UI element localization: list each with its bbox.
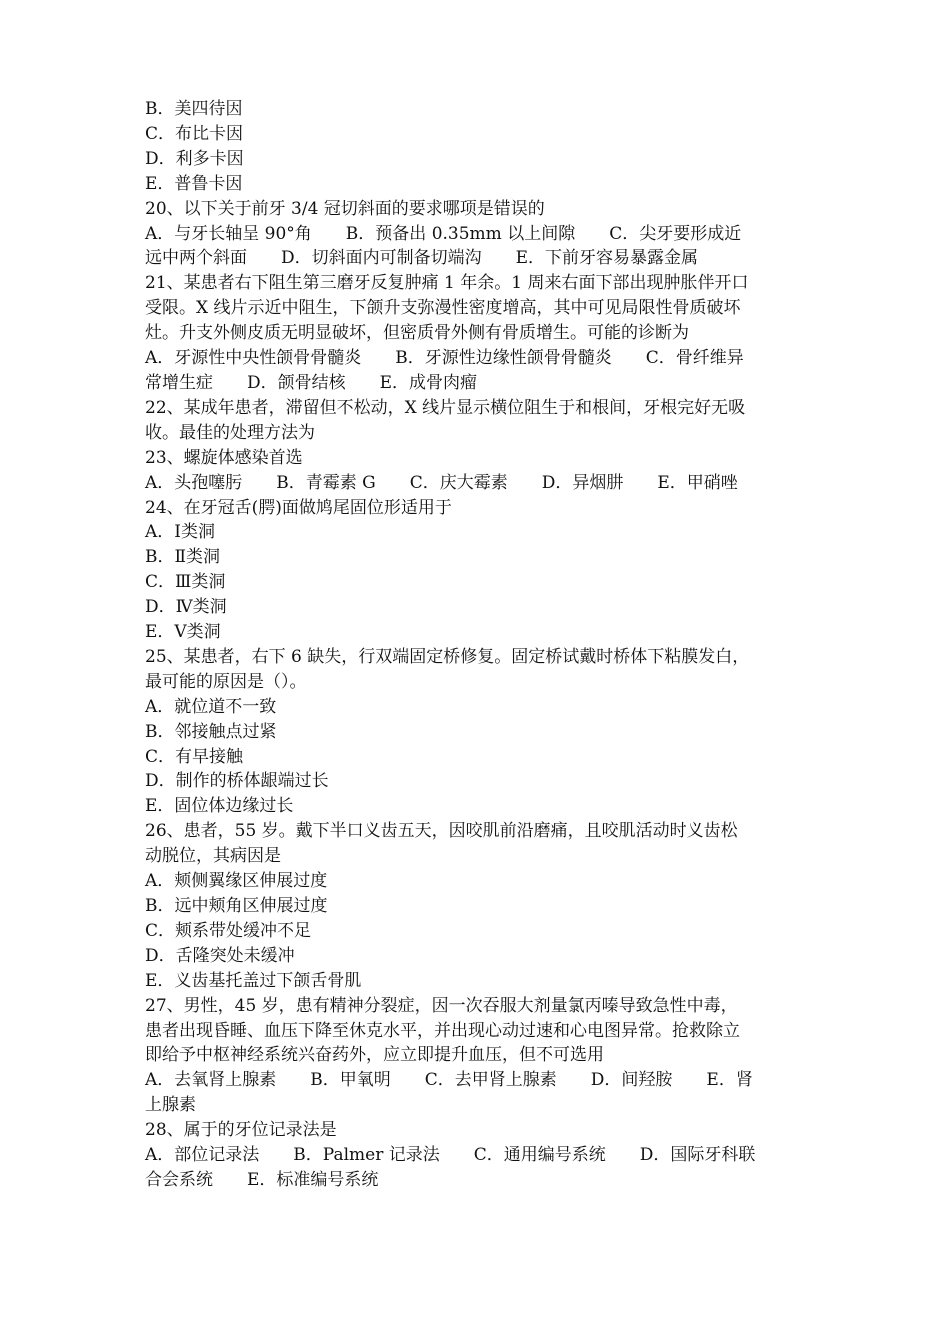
text-line: D．Ⅳ类洞: [145, 597, 227, 618]
question-23: 23、螺旋体感染首选: [145, 447, 303, 468]
text-line: A．就位道不一致: [145, 696, 277, 717]
text-line: B．Ⅱ类洞: [145, 547, 221, 568]
text-line: 灶。升支外侧皮质无明显破坏，但密质骨外侧有骨质增生。可能的诊断为: [145, 323, 689, 344]
text-line: 即给予中枢神经系统兴奋药外，应立即提升血压，但不可选用: [145, 1045, 604, 1066]
text-line: A．Ⅰ类洞: [145, 522, 215, 543]
text-line: E．义齿基托盖过下颌舌骨肌: [145, 970, 362, 991]
text-line: 远中两个斜面 D．切斜面内可制备切端沟 E．下前牙容易暴露金属: [145, 248, 699, 269]
text-line: 合会系统 E．标准编号系统: [145, 1169, 379, 1190]
text-line: A．去氧肾上腺素 B．甲氧明 C．去甲肾上腺素 D．间羟胺 E．肾: [145, 1070, 753, 1091]
text-line: E．Ⅴ类洞: [145, 622, 221, 643]
text-line: A．部位记录法 B．Palmer 记录法 C．通用编号系统 D．国际牙科联: [145, 1145, 756, 1166]
text-line: A．头孢噻肟 B．青霉素 G C．庆大霉素 D．异烟肼 E．甲硝唑: [145, 472, 738, 493]
text-line: D．制作的桥体龈端过长: [145, 771, 329, 792]
question-27: 27、男性，45 岁，患有精神分裂症，因一次吞服大剂量氯丙嗪导致急性中毒，: [145, 995, 738, 1016]
text-line: C．布比卡因: [145, 123, 244, 144]
text-line: 最可能的原因是（）。: [145, 671, 307, 692]
text-line: D．利多卡因: [145, 148, 244, 169]
text-line: B．邻接触点过紧: [145, 721, 277, 742]
question-24: 24、在牙冠舌(腭)面做鸠尾固位形适用于: [145, 497, 452, 518]
question-25: 25、某患者，右下 6 缺失，行双端固定桥修复。固定桥试戴时桥体下粘膜发白，: [145, 646, 750, 667]
text-line: C．颊系带处缓冲不足: [145, 920, 312, 941]
text-line: C．有早接触: [145, 746, 244, 767]
document-page: [145, 97, 810, 1193]
question-28: 28、属于的牙位记录法是: [145, 1120, 337, 1141]
text-line: 动脱位，其病因是: [145, 846, 281, 867]
text-line: 受限。X 线片示近中阻生，下颌升支弥漫性密度增高，其中可见局限性骨质破坏: [145, 298, 741, 319]
text-line: B．远中颊角区伸展过度: [145, 896, 328, 916]
text-line: A．牙源性中央性颌骨骨髓炎 B．牙源性边缘性颌骨骨髓炎 C．骨纤维异: [145, 348, 744, 369]
text-line: E．普鲁卡因: [145, 173, 243, 194]
question-22: 22、某成年患者，滞留但不松动，X 线片显示横位阻生于和根间，牙根完好无吸: [145, 397, 746, 418]
question-21: 21、某患者右下阻生第三磨牙反复肿痛 1 年余。1 周来右面下部出现肿胀伴开口: [145, 273, 749, 294]
text-line: 患者出现昏睡、血压下降至休克水平，并出现心动过速和心电图异常。抢救除立: [145, 1020, 740, 1041]
question-26: 26、患者，55 岁。戴下半口义齿五天，因咬肌前沿磨痛，且咬肌活动时义齿松: [145, 821, 738, 842]
question-20: 20、以下关于前牙 3/4 冠切斜面的要求哪项是错误的: [145, 198, 545, 219]
text-line: E．固位体边缘过长: [145, 796, 294, 817]
text-line: D．舌隆突处未缓冲: [145, 945, 295, 966]
text-line: 收。最佳的处理方法为: [145, 422, 315, 443]
text-line: C．Ⅲ类洞: [145, 572, 226, 593]
text-line: A．与牙长轴呈 90°角 B．预备出 0.35mm 以上间隙 C．尖牙要形成近: [145, 223, 742, 244]
text-line: 常增生症 D．颌骨结核 E．成骨肉瘤: [145, 372, 478, 393]
text-line: A．颊侧翼缘区伸展过度: [145, 871, 328, 892]
text-line: 上腺素: [145, 1095, 196, 1116]
text-line: B．美四待因: [145, 99, 243, 119]
